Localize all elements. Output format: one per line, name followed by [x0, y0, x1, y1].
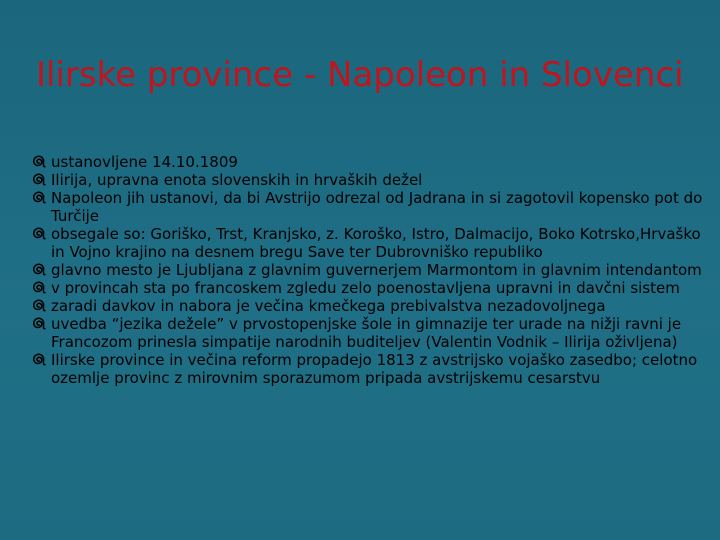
list-item — [30, 279, 706, 297]
loop-a-icon — [30, 189, 48, 207]
loop-a-icon — [30, 153, 48, 171]
list-item — [30, 315, 706, 351]
bullet-text: Ilirija, upravna enota slovenskih in hrvaških dežel — [51, 171, 423, 189]
loop-a-icon — [30, 351, 48, 369]
list-item — [30, 189, 706, 225]
list-item — [30, 261, 706, 279]
list-item — [30, 225, 706, 261]
list-item — [30, 171, 706, 189]
loop-a-icon — [30, 225, 48, 243]
bullet-text: zaradi davkov in nabora je večina kmečkega prebivalstva nezadovoljnega — [51, 297, 606, 315]
loop-a-icon — [30, 297, 48, 315]
list-item — [30, 351, 706, 387]
slide-title: Ilirske province - Napoleon in Slovenci — [36, 55, 684, 95]
bullet-text: Napoleon jih ustanovi, da bi Avstrijo odrezal od Jadrana in si zagotovil kopensko pot do Turčije — [51, 189, 703, 225]
list-item — [30, 153, 706, 171]
loop-a-icon — [30, 279, 48, 297]
list-item — [30, 297, 706, 315]
bullet-text: ustanovljene 14.10.1809 — [51, 153, 238, 171]
loop-a-icon — [30, 171, 48, 189]
bullet-text: v provincah sta po francoskem zgledu zelo poenostavljena upravni in davčni sistem — [51, 279, 680, 297]
bullet-text: glavno mesto je Ljubljana z glavnim guvernerjem Marmontom in glavnim intendantom — [51, 261, 702, 279]
loop-a-icon — [30, 261, 48, 279]
bullet-list — [30, 153, 706, 387]
bullet-text: Ilirske province in večina reform propadejo 1813 z avstrijsko vojaško zasedbo; celotno ozemlje provinc z mirovnim sporazumom pripada avstrijskemu cesarstvu — [51, 351, 698, 387]
bullet-text: uvedba “jezika dežele” v prvostopenjske šole in gimnazije ter urade na nižji ravni je Francozom prinesla simpatije narodnih buditeljev (Valentin Vodnik – Ilirija oživljena) — [51, 315, 682, 351]
loop-a-icon — [30, 315, 48, 333]
bullet-text: obsegale so: Goriško, Trst, Kranjsko, z. Koroško, Istro, Dalmacijo, Boko Kotrsko,Hrvaško in Vojno krajino na desnem bregu Save ter Dubrovniško republiko — [51, 225, 701, 261]
